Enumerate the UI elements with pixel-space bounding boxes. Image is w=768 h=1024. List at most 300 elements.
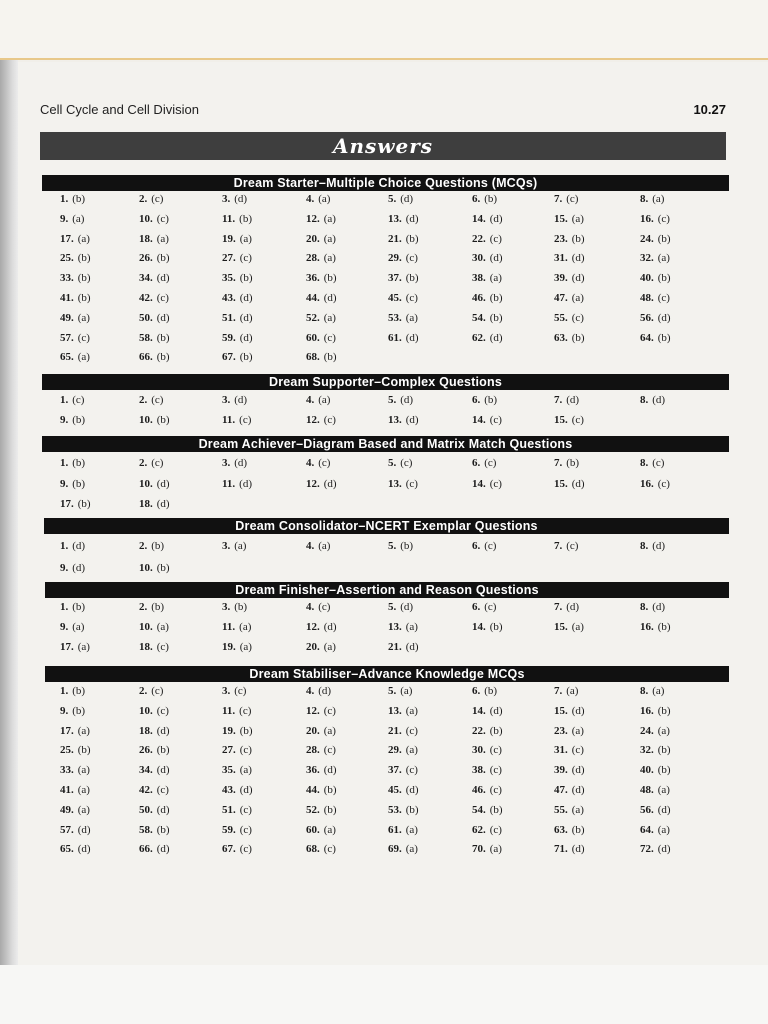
answer-item bbox=[472, 414, 502, 426]
question-number: 1. bbox=[60, 540, 69, 552]
answer-option: (d) bbox=[156, 272, 170, 285]
answer-option: (b) bbox=[156, 252, 170, 265]
answer-item bbox=[222, 193, 247, 205]
answer-item bbox=[60, 457, 85, 469]
answer-item bbox=[306, 252, 336, 264]
answer-item bbox=[472, 824, 502, 836]
answer-item bbox=[640, 601, 665, 613]
answer-option: (d) bbox=[571, 704, 585, 717]
question-number: 7. bbox=[554, 685, 563, 697]
answer-item bbox=[472, 394, 497, 406]
answer-option: (b) bbox=[323, 784, 337, 796]
answer-item bbox=[60, 744, 91, 756]
answer-item bbox=[306, 233, 336, 245]
answer-option: (d) bbox=[156, 477, 170, 490]
answer-option: (b) bbox=[77, 272, 91, 285]
question-number: 1. bbox=[60, 685, 69, 697]
answer-option: (c) bbox=[323, 414, 336, 426]
question-number: 11. bbox=[222, 621, 236, 633]
answer-option: (c) bbox=[239, 704, 252, 717]
answer-option: (c) bbox=[77, 331, 90, 344]
question-number: 13. bbox=[388, 704, 402, 717]
question-number: 15. bbox=[554, 704, 568, 717]
answer-item bbox=[139, 457, 163, 469]
answer-option: (b) bbox=[489, 621, 503, 633]
answer-item bbox=[139, 252, 170, 264]
question-number: 19. bbox=[222, 724, 236, 737]
question-number: 12. bbox=[306, 477, 320, 490]
question-number: 22. bbox=[472, 724, 486, 737]
answer-item bbox=[306, 764, 337, 776]
question-number: 53. bbox=[388, 311, 402, 324]
answer-item bbox=[640, 705, 671, 717]
answer-option: (b) bbox=[77, 498, 91, 510]
answer-option: (a) bbox=[234, 540, 247, 552]
answer-option: (c) bbox=[151, 193, 164, 205]
answer-option: (d) bbox=[234, 457, 248, 469]
answer-option: (c) bbox=[657, 212, 670, 225]
answer-item bbox=[139, 621, 169, 633]
answer-option: (b) bbox=[77, 744, 91, 757]
question-number: 66. bbox=[139, 843, 153, 856]
answer-item bbox=[388, 641, 419, 653]
answer-option: (b) bbox=[323, 351, 337, 364]
answer-option: (d) bbox=[156, 724, 170, 737]
answer-item bbox=[60, 478, 85, 490]
question-number: 64. bbox=[640, 331, 654, 344]
answer-item bbox=[388, 764, 418, 776]
answer-option: (d) bbox=[239, 331, 253, 344]
question-number: 10. bbox=[139, 477, 153, 490]
answer-option: (d) bbox=[571, 764, 585, 777]
answer-item bbox=[222, 272, 253, 284]
question-number: 15. bbox=[554, 414, 568, 426]
question-number: 23. bbox=[554, 232, 568, 245]
question-number: 9. bbox=[60, 621, 69, 633]
answer-item bbox=[472, 744, 502, 756]
question-number: 47. bbox=[554, 784, 568, 796]
answer-option: (a) bbox=[571, 803, 584, 816]
answer-option: (c) bbox=[489, 232, 502, 245]
answer-item bbox=[388, 292, 418, 304]
answer-item bbox=[472, 601, 496, 613]
answer-option: (b) bbox=[489, 724, 503, 737]
question-number: 18. bbox=[139, 232, 153, 245]
answer-item bbox=[554, 193, 578, 205]
question-number: 3. bbox=[222, 601, 231, 613]
answer-option: (b) bbox=[239, 272, 253, 285]
question-number: 12. bbox=[306, 212, 320, 225]
answer-item bbox=[222, 764, 252, 776]
answer-item bbox=[554, 332, 585, 344]
answer-option: (d) bbox=[323, 764, 337, 777]
answer-item bbox=[306, 540, 330, 552]
page-number: 10.27 bbox=[693, 102, 726, 117]
answer-option: (b) bbox=[72, 704, 86, 717]
question-number: 8. bbox=[640, 601, 649, 613]
answer-item bbox=[139, 233, 169, 245]
question-number: 14. bbox=[472, 704, 486, 717]
answer-item bbox=[60, 332, 90, 344]
question-number: 3. bbox=[222, 457, 231, 469]
question-number: 21. bbox=[388, 232, 402, 245]
answer-item bbox=[388, 312, 418, 324]
answer-option: (a) bbox=[657, 724, 670, 737]
answer-item bbox=[222, 332, 253, 344]
answer-item bbox=[472, 213, 503, 225]
answer-option: (d) bbox=[400, 394, 414, 406]
answer-option: (b) bbox=[72, 193, 86, 205]
question-number: 21. bbox=[388, 641, 402, 653]
answer-option: (a) bbox=[571, 621, 584, 633]
answer-item bbox=[554, 621, 584, 633]
question-number: 34. bbox=[139, 272, 153, 285]
question-number: 13. bbox=[388, 414, 402, 426]
answer-item bbox=[472, 252, 503, 264]
answer-item bbox=[640, 213, 670, 225]
answer-option: (a) bbox=[323, 641, 336, 653]
section-header: Dream Finisher–Assertion and Reason Questions bbox=[45, 582, 729, 598]
question-number: 18. bbox=[139, 498, 153, 510]
question-number: 66. bbox=[139, 351, 153, 364]
answer-item bbox=[388, 843, 418, 855]
answer-option: (a) bbox=[571, 212, 584, 225]
answer-option: (b) bbox=[657, 331, 671, 344]
question-number: 2. bbox=[139, 394, 148, 406]
answer-option: (b) bbox=[239, 212, 252, 225]
answer-option: (c) bbox=[72, 394, 85, 406]
answer-option: (a) bbox=[77, 764, 90, 777]
answer-option: (c) bbox=[318, 457, 331, 469]
answer-option: (c) bbox=[239, 803, 252, 816]
answer-option: (d) bbox=[77, 843, 91, 856]
question-number: 60. bbox=[306, 331, 320, 344]
question-number: 20. bbox=[306, 641, 320, 653]
question-number: 68. bbox=[306, 351, 320, 364]
question-number: 29. bbox=[388, 252, 402, 265]
answer-item bbox=[472, 292, 503, 304]
answer-item bbox=[139, 394, 163, 406]
section-header: Dream Starter–Multiple Choice Questions (MCQs) bbox=[42, 175, 729, 191]
answer-item bbox=[306, 332, 336, 344]
answer-option: (b) bbox=[77, 292, 91, 304]
question-number: 60. bbox=[306, 823, 320, 836]
answer-item bbox=[640, 457, 664, 469]
answer-option: (d) bbox=[405, 212, 419, 225]
question-number: 65. bbox=[60, 843, 74, 856]
answer-option: (a) bbox=[239, 232, 252, 245]
answer-option: (d) bbox=[318, 685, 332, 697]
answer-option: (a) bbox=[405, 744, 418, 757]
question-number: 2. bbox=[139, 193, 148, 205]
answer-option: (a) bbox=[323, 724, 336, 737]
answer-option: (d) bbox=[72, 540, 86, 552]
answer-item bbox=[472, 457, 496, 469]
answer-option: (c) bbox=[151, 685, 164, 697]
answer-item bbox=[472, 705, 503, 717]
section-header: Dream Consolidator–NCERT Exemplar Questions bbox=[44, 518, 729, 534]
question-number: 65. bbox=[60, 351, 74, 364]
answer-item bbox=[306, 414, 336, 426]
answer-option: (b) bbox=[156, 562, 170, 574]
question-number: 67. bbox=[222, 843, 236, 856]
question-number: 19. bbox=[222, 641, 236, 653]
question-number: 56. bbox=[640, 803, 654, 816]
answer-item bbox=[640, 312, 671, 324]
question-number: 47. bbox=[554, 292, 568, 304]
answer-option: (c) bbox=[489, 477, 502, 490]
answer-item bbox=[554, 478, 585, 490]
answer-option: (b) bbox=[657, 621, 671, 633]
question-number: 27. bbox=[222, 744, 236, 757]
answer-item bbox=[554, 725, 584, 737]
question-number: 3. bbox=[222, 685, 231, 697]
answer-option: (c) bbox=[318, 601, 331, 613]
answers-title: Answers bbox=[332, 134, 434, 158]
answer-item bbox=[60, 843, 91, 855]
answer-item bbox=[60, 498, 91, 510]
answer-option: (a) bbox=[323, 823, 336, 836]
answer-item bbox=[554, 804, 584, 816]
question-number: 7. bbox=[554, 457, 563, 469]
question-number: 10. bbox=[139, 621, 153, 633]
answer-item bbox=[139, 332, 170, 344]
answer-item bbox=[306, 744, 336, 756]
answer-item bbox=[640, 332, 671, 344]
answer-item bbox=[222, 744, 252, 756]
answer-option: (c) bbox=[323, 744, 336, 757]
answer-item bbox=[60, 562, 85, 574]
answer-option: (a) bbox=[323, 212, 336, 225]
question-number: 2. bbox=[139, 601, 148, 613]
answer-option: (a) bbox=[77, 232, 90, 245]
answer-item bbox=[222, 784, 253, 796]
answer-option: (a) bbox=[156, 232, 169, 245]
answer-item bbox=[554, 784, 585, 796]
answer-item bbox=[60, 725, 90, 737]
question-number: 41. bbox=[60, 292, 74, 304]
answer-option: (d) bbox=[400, 601, 414, 613]
answer-option: (b) bbox=[489, 803, 503, 816]
answer-item bbox=[554, 457, 579, 469]
question-number: 61. bbox=[388, 331, 402, 344]
answer-option: (d) bbox=[156, 803, 170, 816]
question-number: 5. bbox=[388, 601, 397, 613]
answer-item bbox=[554, 843, 585, 855]
answer-item bbox=[472, 784, 502, 796]
question-number: 3. bbox=[222, 193, 231, 205]
answer-item bbox=[60, 764, 90, 776]
answer-option: (b) bbox=[657, 764, 671, 777]
answer-option: (a) bbox=[323, 232, 336, 245]
answer-option: (a) bbox=[405, 311, 418, 324]
question-number: 13. bbox=[388, 212, 402, 225]
question-number: 37. bbox=[388, 764, 402, 777]
answer-item bbox=[306, 292, 337, 304]
answer-option: (a) bbox=[323, 311, 336, 324]
question-number: 9. bbox=[60, 414, 69, 426]
question-number: 45. bbox=[388, 292, 402, 304]
answer-item bbox=[640, 804, 671, 816]
answer-item bbox=[306, 804, 337, 816]
answer-item bbox=[222, 804, 252, 816]
answer-item bbox=[640, 540, 665, 552]
question-number: 4. bbox=[306, 394, 315, 406]
answer-option: (b) bbox=[156, 744, 170, 757]
answer-option: (c) bbox=[323, 704, 336, 717]
answer-option: (d) bbox=[657, 803, 671, 816]
answer-option: (a) bbox=[489, 272, 502, 285]
answer-option: (c) bbox=[400, 457, 413, 469]
answer-item bbox=[306, 457, 330, 469]
answer-option: (d) bbox=[489, 252, 503, 265]
question-number: 2. bbox=[139, 540, 148, 552]
answer-item bbox=[139, 193, 163, 205]
answer-item bbox=[306, 213, 336, 225]
question-number: 1. bbox=[60, 601, 69, 613]
question-number: 7. bbox=[554, 193, 563, 205]
question-number: 59. bbox=[222, 331, 236, 344]
answer-option: (a) bbox=[489, 843, 502, 856]
question-number: 54. bbox=[472, 803, 486, 816]
answer-option: (d) bbox=[489, 212, 503, 225]
question-number: 48. bbox=[640, 292, 654, 304]
question-number: 12. bbox=[306, 414, 320, 426]
question-number: 56. bbox=[640, 311, 654, 324]
answer-item bbox=[222, 233, 252, 245]
question-number: 54. bbox=[472, 311, 486, 324]
answer-item bbox=[640, 292, 670, 304]
answer-option: (b) bbox=[151, 540, 165, 552]
answer-option: (d) bbox=[405, 784, 419, 796]
question-number: 17. bbox=[60, 498, 74, 510]
answer-item bbox=[306, 705, 336, 717]
answer-item bbox=[640, 252, 670, 264]
answer-option: (b) bbox=[571, 331, 585, 344]
answer-option: (b) bbox=[566, 457, 580, 469]
answer-option: (b) bbox=[156, 331, 170, 344]
answer-item bbox=[640, 725, 670, 737]
question-number: 26. bbox=[139, 744, 153, 757]
answer-item bbox=[472, 233, 502, 245]
answer-item bbox=[388, 804, 419, 816]
question-number: 36. bbox=[306, 272, 320, 285]
answer-item bbox=[472, 804, 503, 816]
question-number: 9. bbox=[60, 562, 69, 574]
answer-option: (b) bbox=[156, 823, 170, 836]
question-number: 6. bbox=[472, 685, 481, 697]
answer-option: (d) bbox=[405, 641, 419, 653]
answer-option: (d) bbox=[571, 477, 585, 490]
answer-item bbox=[306, 601, 330, 613]
answer-item bbox=[554, 414, 584, 426]
answer-item bbox=[472, 764, 502, 776]
answer-item bbox=[306, 621, 337, 633]
question-number: 49. bbox=[60, 311, 74, 324]
answer-item bbox=[388, 193, 413, 205]
question-number: 14. bbox=[472, 477, 486, 490]
question-number: 7. bbox=[554, 601, 563, 613]
answer-item bbox=[60, 351, 90, 363]
question-number: 14. bbox=[472, 414, 486, 426]
answer-item bbox=[388, 457, 412, 469]
answer-option: (a) bbox=[239, 641, 252, 653]
answer-option: (c) bbox=[239, 744, 252, 757]
answer-item bbox=[60, 312, 90, 324]
answer-item bbox=[139, 764, 170, 776]
answer-option: (c) bbox=[489, 764, 502, 777]
answer-option: (d) bbox=[405, 331, 419, 344]
answer-item bbox=[60, 272, 91, 284]
answer-item bbox=[306, 824, 336, 836]
answer-item bbox=[388, 213, 419, 225]
question-number: 15. bbox=[554, 621, 568, 633]
chapter-title: Cell Cycle and Cell Division bbox=[40, 102, 199, 117]
answer-item bbox=[139, 478, 170, 490]
question-number: 1. bbox=[60, 394, 69, 406]
answer-option: (a) bbox=[239, 621, 252, 633]
answer-option: (d) bbox=[400, 193, 414, 205]
section-header: Dream Supporter–Complex Questions bbox=[42, 374, 729, 390]
answer-item bbox=[60, 685, 85, 697]
question-number: 4. bbox=[306, 601, 315, 613]
question-number: 21. bbox=[388, 724, 402, 737]
question-number: 2. bbox=[139, 685, 148, 697]
question-number: 32. bbox=[640, 744, 654, 757]
answer-item bbox=[222, 685, 246, 697]
question-number: 24. bbox=[640, 232, 654, 245]
question-number: 63. bbox=[554, 331, 568, 344]
answer-option: (c) bbox=[566, 193, 579, 205]
question-number: 33. bbox=[60, 764, 74, 777]
answer-item bbox=[139, 744, 170, 756]
question-number: 28. bbox=[306, 744, 320, 757]
question-number: 72. bbox=[640, 843, 654, 856]
book-binding-shadow bbox=[0, 60, 18, 965]
answer-option: (c) bbox=[156, 212, 169, 225]
answer-item bbox=[640, 193, 664, 205]
question-number: 28. bbox=[306, 252, 320, 265]
answer-option: (b) bbox=[571, 823, 585, 836]
scan-bottom-background bbox=[0, 965, 768, 1024]
question-number: 8. bbox=[640, 193, 649, 205]
answer-item bbox=[222, 641, 252, 653]
answer-option: (b) bbox=[239, 724, 253, 737]
answer-option: (a) bbox=[318, 394, 331, 406]
answer-option: (c) bbox=[323, 331, 336, 344]
answer-option: (a) bbox=[77, 803, 90, 816]
answer-option: (b) bbox=[484, 394, 498, 406]
answer-item bbox=[640, 394, 665, 406]
question-number: 30. bbox=[472, 744, 486, 757]
answer-item bbox=[554, 213, 584, 225]
answer-item bbox=[306, 272, 337, 284]
answer-option: (c) bbox=[156, 641, 169, 653]
question-number: 20. bbox=[306, 724, 320, 737]
answer-item bbox=[388, 705, 418, 717]
answer-option: (a) bbox=[405, 704, 418, 717]
answer-option: (c) bbox=[405, 292, 418, 304]
question-number: 67. bbox=[222, 351, 236, 364]
answer-option: (a) bbox=[318, 540, 331, 552]
answer-item bbox=[640, 843, 671, 855]
answer-item bbox=[388, 784, 419, 796]
answer-item bbox=[60, 252, 91, 264]
answer-option: (a) bbox=[77, 351, 90, 364]
answer-option: (c) bbox=[151, 394, 164, 406]
answers-banner bbox=[40, 132, 726, 160]
answer-item bbox=[472, 312, 503, 324]
